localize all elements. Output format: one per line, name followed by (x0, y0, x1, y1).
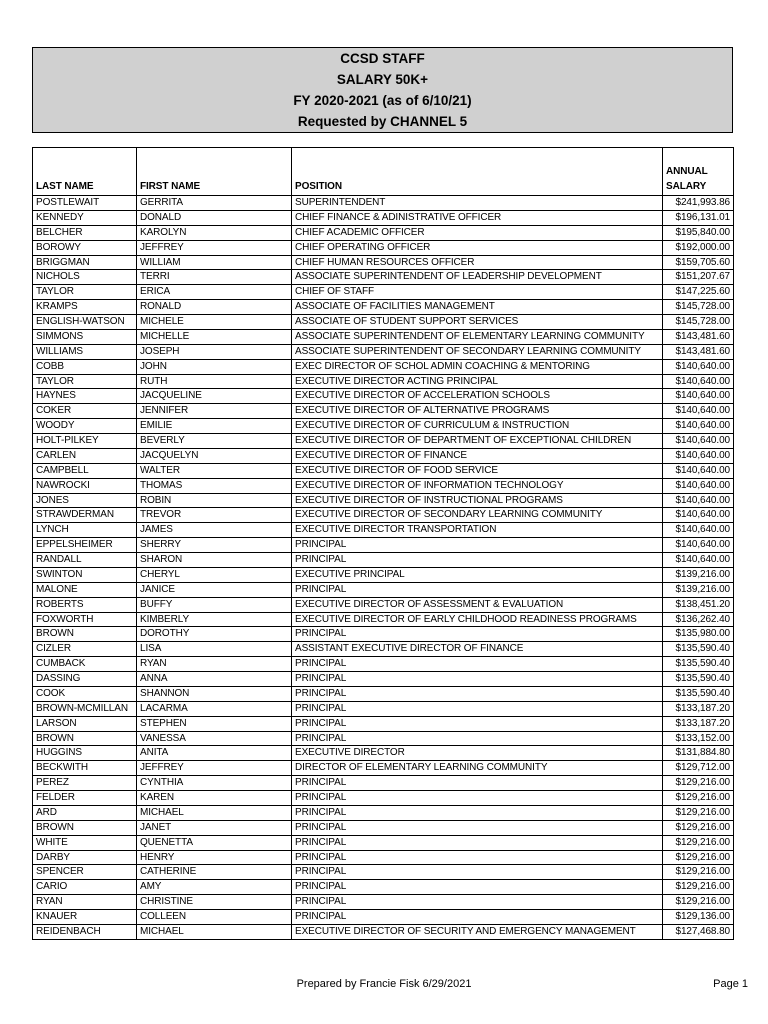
position-cell: EXECUTIVE DIRECTOR OF ASSESSMENT & EVALUATION (292, 597, 663, 612)
salary-cell: $196,131.01 (663, 210, 734, 225)
first-name-cell: TERRI (137, 270, 292, 285)
salary-cell: $140,640.00 (663, 404, 734, 419)
first-name-cell: CYNTHIA (137, 776, 292, 791)
prepared-by-footer: Prepared by Francie Fisk 6/29/2021 (296, 978, 472, 990)
salary-cell: $135,980.00 (663, 627, 734, 642)
last-name-cell: DASSING (33, 672, 137, 687)
position-cell: ASSOCIATE SUPERINTENDENT OF ELEMENTARY LEARNING COMMUNITY (292, 329, 663, 344)
first-name-cell: JENNIFER (137, 404, 292, 419)
salary-cell: $195,840.00 (663, 225, 734, 240)
salary-cell: $192,000.00 (663, 240, 734, 255)
table-row (33, 523, 734, 538)
last-name-cell: RANDALL (33, 553, 137, 568)
table-row (33, 746, 734, 761)
salary-cell: $138,451.20 (663, 597, 734, 612)
salary-cell: $131,884.80 (663, 746, 734, 761)
salary-cell: $143,481.60 (663, 344, 734, 359)
position-cell: CHIEF FINANCE & ADINISTRATIVE OFFICER (292, 210, 663, 225)
table-row (33, 910, 734, 925)
salary-cell: $129,216.00 (663, 835, 734, 850)
first-name-cell: ANNA (137, 672, 292, 687)
position-cell: PRINCIPAL (292, 850, 663, 865)
last-name-cell: TAYLOR (33, 374, 137, 389)
salary-cell: $145,728.00 (663, 300, 734, 315)
last-name-cell: WHITE (33, 835, 137, 850)
salary-cell: $140,640.00 (663, 523, 734, 538)
table-row (33, 210, 734, 225)
position-cell: EXECUTIVE DIRECTOR OF DEPARTMENT OF EXCEPTIONAL CHILDREN (292, 434, 663, 449)
salary-cell: $140,640.00 (663, 508, 734, 523)
salary-cell: $135,590.40 (663, 686, 734, 701)
table-row (33, 895, 734, 910)
first-name-cell: JANICE (137, 582, 292, 597)
salary-cell: $140,640.00 (663, 463, 734, 478)
table-row (33, 448, 734, 463)
first-name-cell: CHERYL (137, 567, 292, 582)
table-row (33, 820, 734, 835)
position-cell: EXECUTIVE DIRECTOR OF ALTERNATIVE PROGRAMS (292, 404, 663, 419)
first-name-cell: SHERRY (137, 538, 292, 553)
first-name-cell: CHRISTINE (137, 895, 292, 910)
position-cell: EXECUTIVE DIRECTOR OF SECURITY AND EMERGENCY MANAGEMENT (292, 924, 663, 939)
position-cell: EXECUTIVE DIRECTOR OF FOOD SERVICE (292, 463, 663, 478)
last-name-cell: ARD (33, 805, 137, 820)
table-row (33, 731, 734, 746)
first-name-cell: BEVERLY (137, 434, 292, 449)
last-name-cell: CARIO (33, 880, 137, 895)
first-name-cell: WALTER (137, 463, 292, 478)
first-name-cell: QUENETTA (137, 835, 292, 850)
first-name-cell: JACQUELYN (137, 448, 292, 463)
table-row (33, 686, 734, 701)
position-cell: PRINCIPAL (292, 686, 663, 701)
salary-table (32, 147, 734, 940)
last-name-cell: EPPELSHEIMER (33, 538, 137, 553)
header-position: POSITION (292, 148, 663, 196)
table-row (33, 761, 734, 776)
table-row (33, 463, 734, 478)
position-cell: PRINCIPAL (292, 805, 663, 820)
table-row (33, 627, 734, 642)
salary-cell: $133,187.20 (663, 716, 734, 731)
first-name-cell: LACARMA (137, 701, 292, 716)
position-cell: ASSOCIATE OF FACILITIES MANAGEMENT (292, 300, 663, 315)
first-name-cell: JAMES (137, 523, 292, 538)
first-name-cell: GERRITA (137, 196, 292, 211)
position-cell: CHIEF ACADEMIC OFFICER (292, 225, 663, 240)
header-last-name: LAST NAME (33, 148, 137, 196)
table-row (33, 850, 734, 865)
position-cell: PRINCIPAL (292, 716, 663, 731)
salary-cell: $129,216.00 (663, 820, 734, 835)
salary-cell: $140,640.00 (663, 478, 734, 493)
salary-cell: $140,640.00 (663, 538, 734, 553)
position-cell: PRINCIPAL (292, 657, 663, 672)
table-row (33, 612, 734, 627)
last-name-cell: WOODY (33, 419, 137, 434)
table-row (33, 567, 734, 582)
table-row (33, 701, 734, 716)
last-name-cell: COKER (33, 404, 137, 419)
position-cell: ASSISTANT EXECUTIVE DIRECTOR OF FINANCE (292, 642, 663, 657)
table-row (33, 300, 734, 315)
position-cell: PRINCIPAL (292, 776, 663, 791)
last-name-cell: RYAN (33, 895, 137, 910)
position-cell: PRINCIPAL (292, 865, 663, 880)
position-cell: EXECUTIVE DIRECTOR OF EARLY CHILDHOOD READINESS PROGRAMS (292, 612, 663, 627)
table-row (33, 553, 734, 568)
position-cell: PRINCIPAL (292, 627, 663, 642)
last-name-cell: BROWN (33, 820, 137, 835)
first-name-cell: JOHN (137, 359, 292, 374)
position-cell: DIRECTOR OF ELEMENTARY LEARNING COMMUNITY (292, 761, 663, 776)
first-name-cell: JOSEPH (137, 344, 292, 359)
table-row (33, 344, 734, 359)
salary-cell: $129,216.00 (663, 880, 734, 895)
position-cell: PRINCIPAL (292, 880, 663, 895)
last-name-cell: COBB (33, 359, 137, 374)
last-name-cell: KNAUER (33, 910, 137, 925)
salary-cell: $140,640.00 (663, 389, 734, 404)
position-cell: EXECUTIVE DIRECTOR (292, 746, 663, 761)
first-name-cell: MICHELE (137, 315, 292, 330)
position-cell: CHIEF OPERATING OFFICER (292, 240, 663, 255)
position-cell: PRINCIPAL (292, 820, 663, 835)
position-cell: EXECUTIVE PRINCIPAL (292, 567, 663, 582)
position-cell: CHIEF HUMAN RESOURCES OFFICER (292, 255, 663, 270)
first-name-cell: KAROLYN (137, 225, 292, 240)
salary-cell: $159,705.60 (663, 255, 734, 270)
last-name-cell: HUGGINS (33, 746, 137, 761)
salary-cell: $129,216.00 (663, 865, 734, 880)
position-cell: PRINCIPAL (292, 895, 663, 910)
table-header-row (33, 148, 734, 196)
table-row (33, 285, 734, 300)
salary-cell: $140,640.00 (663, 374, 734, 389)
last-name-cell: FOXWORTH (33, 612, 137, 627)
table-row (33, 359, 734, 374)
first-name-cell: JACQUELINE (137, 389, 292, 404)
last-name-cell: STRAWDERMAN (33, 508, 137, 523)
salary-cell: $129,216.00 (663, 791, 734, 806)
first-name-cell: MICHELLE (137, 329, 292, 344)
table-row (33, 776, 734, 791)
position-cell: PRINCIPAL (292, 791, 663, 806)
position-cell: PRINCIPAL (292, 731, 663, 746)
table-row (33, 597, 734, 612)
salary-cell: $140,640.00 (663, 553, 734, 568)
last-name-cell: NAWROCKI (33, 478, 137, 493)
position-cell: PRINCIPAL (292, 701, 663, 716)
first-name-cell: EMILIE (137, 419, 292, 434)
first-name-cell: COLLEEN (137, 910, 292, 925)
title-line-2: SALARY 50K+ (336, 72, 429, 87)
title-line-4: Requested by CHANNEL 5 (297, 114, 468, 129)
last-name-cell: ROBERTS (33, 597, 137, 612)
first-name-cell: SHARON (137, 553, 292, 568)
table-row (33, 716, 734, 731)
salary-cell: $129,216.00 (663, 895, 734, 910)
last-name-cell: CARLEN (33, 448, 137, 463)
last-name-cell: SPENCER (33, 865, 137, 880)
salary-cell: $140,640.00 (663, 419, 734, 434)
last-name-cell: BRIGGMAN (33, 255, 137, 270)
first-name-cell: JANET (137, 820, 292, 835)
last-name-cell: BECKWITH (33, 761, 137, 776)
salary-cell: $136,262.40 (663, 612, 734, 627)
title-line-3: FY 2020-2021 (as of 6/10/21) (293, 93, 472, 108)
last-name-cell: CAMPBELL (33, 463, 137, 478)
position-cell: PRINCIPAL (292, 538, 663, 553)
position-cell: EXECUTIVE DIRECTOR OF INSTRUCTIONAL PROGRAMS (292, 493, 663, 508)
last-name-cell: BOROWY (33, 240, 137, 255)
table-row (33, 255, 734, 270)
salary-cell: $127,468.80 (663, 924, 734, 939)
position-cell: EXECUTIVE DIRECTOR OF INFORMATION TECHNOLOGY (292, 478, 663, 493)
table-row (33, 642, 734, 657)
table-row (33, 478, 734, 493)
last-name-cell: KENNEDY (33, 210, 137, 225)
position-cell: EXECUTIVE DIRECTOR OF ACCELERATION SCHOOLS (292, 389, 663, 404)
first-name-cell: SHANNON (137, 686, 292, 701)
last-name-cell: CUMBACK (33, 657, 137, 672)
first-name-cell: KIMBERLY (137, 612, 292, 627)
first-name-cell: MICHAEL (137, 924, 292, 939)
last-name-cell: FELDER (33, 791, 137, 806)
table-row (33, 880, 734, 895)
table-row (33, 805, 734, 820)
position-cell: CHIEF OF STAFF (292, 285, 663, 300)
table-row (33, 508, 734, 523)
title-line-1: CCSD STAFF (340, 51, 425, 66)
first-name-cell: ERICA (137, 285, 292, 300)
table-row (33, 672, 734, 687)
last-name-cell: NICHOLS (33, 270, 137, 285)
position-cell: PRINCIPAL (292, 553, 663, 568)
salary-cell: $145,728.00 (663, 315, 734, 330)
first-name-cell: THOMAS (137, 478, 292, 493)
last-name-cell: BELCHER (33, 225, 137, 240)
position-cell: ASSOCIATE SUPERINTENDENT OF SECONDARY LEARNING COMMUNITY (292, 344, 663, 359)
last-name-cell: SWINTON (33, 567, 137, 582)
position-cell: PRINCIPAL (292, 835, 663, 850)
table-row (33, 374, 734, 389)
last-name-cell: REIDENBACH (33, 924, 137, 939)
table-row (33, 924, 734, 939)
header-salary-line-2: SALARY (666, 181, 707, 192)
table-row (33, 865, 734, 880)
last-name-cell: MALONE (33, 582, 137, 597)
table-row (33, 419, 734, 434)
position-cell: EXEC DIRECTOR OF SCHOL ADMIN COACHING & MENTORING (292, 359, 663, 374)
salary-cell: $135,590.40 (663, 672, 734, 687)
table-row (33, 434, 734, 449)
last-name-cell: ENGLISH-WATSON (33, 315, 137, 330)
table-row (33, 835, 734, 850)
salary-cell: $133,187.20 (663, 701, 734, 716)
salary-cell: $129,216.00 (663, 776, 734, 791)
position-cell: EXECUTIVE DIRECTOR ACTING PRINCIPAL (292, 374, 663, 389)
salary-cell: $135,590.40 (663, 642, 734, 657)
table-row (33, 225, 734, 240)
first-name-cell: JEFFREY (137, 240, 292, 255)
first-name-cell: JEFFREY (137, 761, 292, 776)
header-salary-line-1: ANNUAL (666, 166, 708, 177)
last-name-cell: CIZLER (33, 642, 137, 657)
table-row (33, 657, 734, 672)
salary-cell: $147,225.60 (663, 285, 734, 300)
table-row (33, 240, 734, 255)
header-first-name: FIRST NAME (137, 148, 292, 196)
last-name-cell: POSTLEWAIT (33, 196, 137, 211)
first-name-cell: MICHAEL (137, 805, 292, 820)
position-cell: EXECUTIVE DIRECTOR OF CURRICULUM & INSTRUCTION (292, 419, 663, 434)
salary-cell: $135,590.40 (663, 657, 734, 672)
table-row (33, 196, 734, 211)
first-name-cell: RUTH (137, 374, 292, 389)
salary-cell: $129,216.00 (663, 805, 734, 820)
salary-cell: $129,712.00 (663, 761, 734, 776)
table-row (33, 582, 734, 597)
salary-cell: $140,640.00 (663, 448, 734, 463)
last-name-cell: LYNCH (33, 523, 137, 538)
report-title-box (32, 47, 733, 133)
first-name-cell: TREVOR (137, 508, 292, 523)
last-name-cell: HOLT-PILKEY (33, 434, 137, 449)
first-name-cell: WILLIAM (137, 255, 292, 270)
salary-cell: $129,136.00 (663, 910, 734, 925)
first-name-cell: VANESSA (137, 731, 292, 746)
last-name-cell: HAYNES (33, 389, 137, 404)
salary-cell: $129,216.00 (663, 850, 734, 865)
last-name-cell: SIMMONS (33, 329, 137, 344)
position-cell: SUPERINTENDENT (292, 196, 663, 211)
last-name-cell: LARSON (33, 716, 137, 731)
table-row (33, 389, 734, 404)
first-name-cell: BUFFY (137, 597, 292, 612)
salary-cell: $241,993.86 (663, 196, 734, 211)
position-cell: ASSOCIATE OF STUDENT SUPPORT SERVICES (292, 315, 663, 330)
last-name-cell: TAYLOR (33, 285, 137, 300)
first-name-cell: STEPHEN (137, 716, 292, 731)
position-cell: ASSOCIATE SUPERINTENDENT OF LEADERSHIP DEVELOPMENT (292, 270, 663, 285)
last-name-cell: BROWN-MCMILLAN (33, 701, 137, 716)
first-name-cell: LISA (137, 642, 292, 657)
salary-cell: $139,216.00 (663, 567, 734, 582)
table-row (33, 270, 734, 285)
first-name-cell: ROBIN (137, 493, 292, 508)
position-cell: EXECUTIVE DIRECTOR OF FINANCE (292, 448, 663, 463)
first-name-cell: DONALD (137, 210, 292, 225)
last-name-cell: JONES (33, 493, 137, 508)
first-name-cell: ANITA (137, 746, 292, 761)
last-name-cell: PEREZ (33, 776, 137, 791)
first-name-cell: RONALD (137, 300, 292, 315)
table-row (33, 315, 734, 330)
position-cell: EXECUTIVE DIRECTOR TRANSPORTATION (292, 523, 663, 538)
table-body (33, 196, 734, 940)
salary-cell: $151,207.67 (663, 270, 734, 285)
first-name-cell: AMY (137, 880, 292, 895)
first-name-cell: KAREN (137, 791, 292, 806)
salary-cell: $143,481.60 (663, 329, 734, 344)
salary-cell: $133,152.00 (663, 731, 734, 746)
first-name-cell: DOROTHY (137, 627, 292, 642)
salary-cell: $140,640.00 (663, 434, 734, 449)
first-name-cell: CATHERINE (137, 865, 292, 880)
table-row (33, 404, 734, 419)
table-row (33, 329, 734, 344)
last-name-cell: KRAMPS (33, 300, 137, 315)
salary-cell: $139,216.00 (663, 582, 734, 597)
first-name-cell: RYAN (137, 657, 292, 672)
table-row (33, 538, 734, 553)
salary-cell: $140,640.00 (663, 493, 734, 508)
salary-cell: $140,640.00 (663, 359, 734, 374)
last-name-cell: COOK (33, 686, 137, 701)
position-cell: PRINCIPAL (292, 582, 663, 597)
position-cell: PRINCIPAL (292, 672, 663, 687)
last-name-cell: BROWN (33, 731, 137, 746)
header-annual-salary (663, 148, 734, 196)
position-cell: PRINCIPAL (292, 910, 663, 925)
position-cell: EXECUTIVE DIRECTOR OF SECONDARY LEARNING COMMUNITY (292, 508, 663, 523)
table-row (33, 791, 734, 806)
page-number: Page 1 (713, 978, 748, 990)
last-name-cell: DARBY (33, 850, 137, 865)
first-name-cell: HENRY (137, 850, 292, 865)
last-name-cell: WILLIAMS (33, 344, 137, 359)
last-name-cell: BROWN (33, 627, 137, 642)
table-row (33, 493, 734, 508)
